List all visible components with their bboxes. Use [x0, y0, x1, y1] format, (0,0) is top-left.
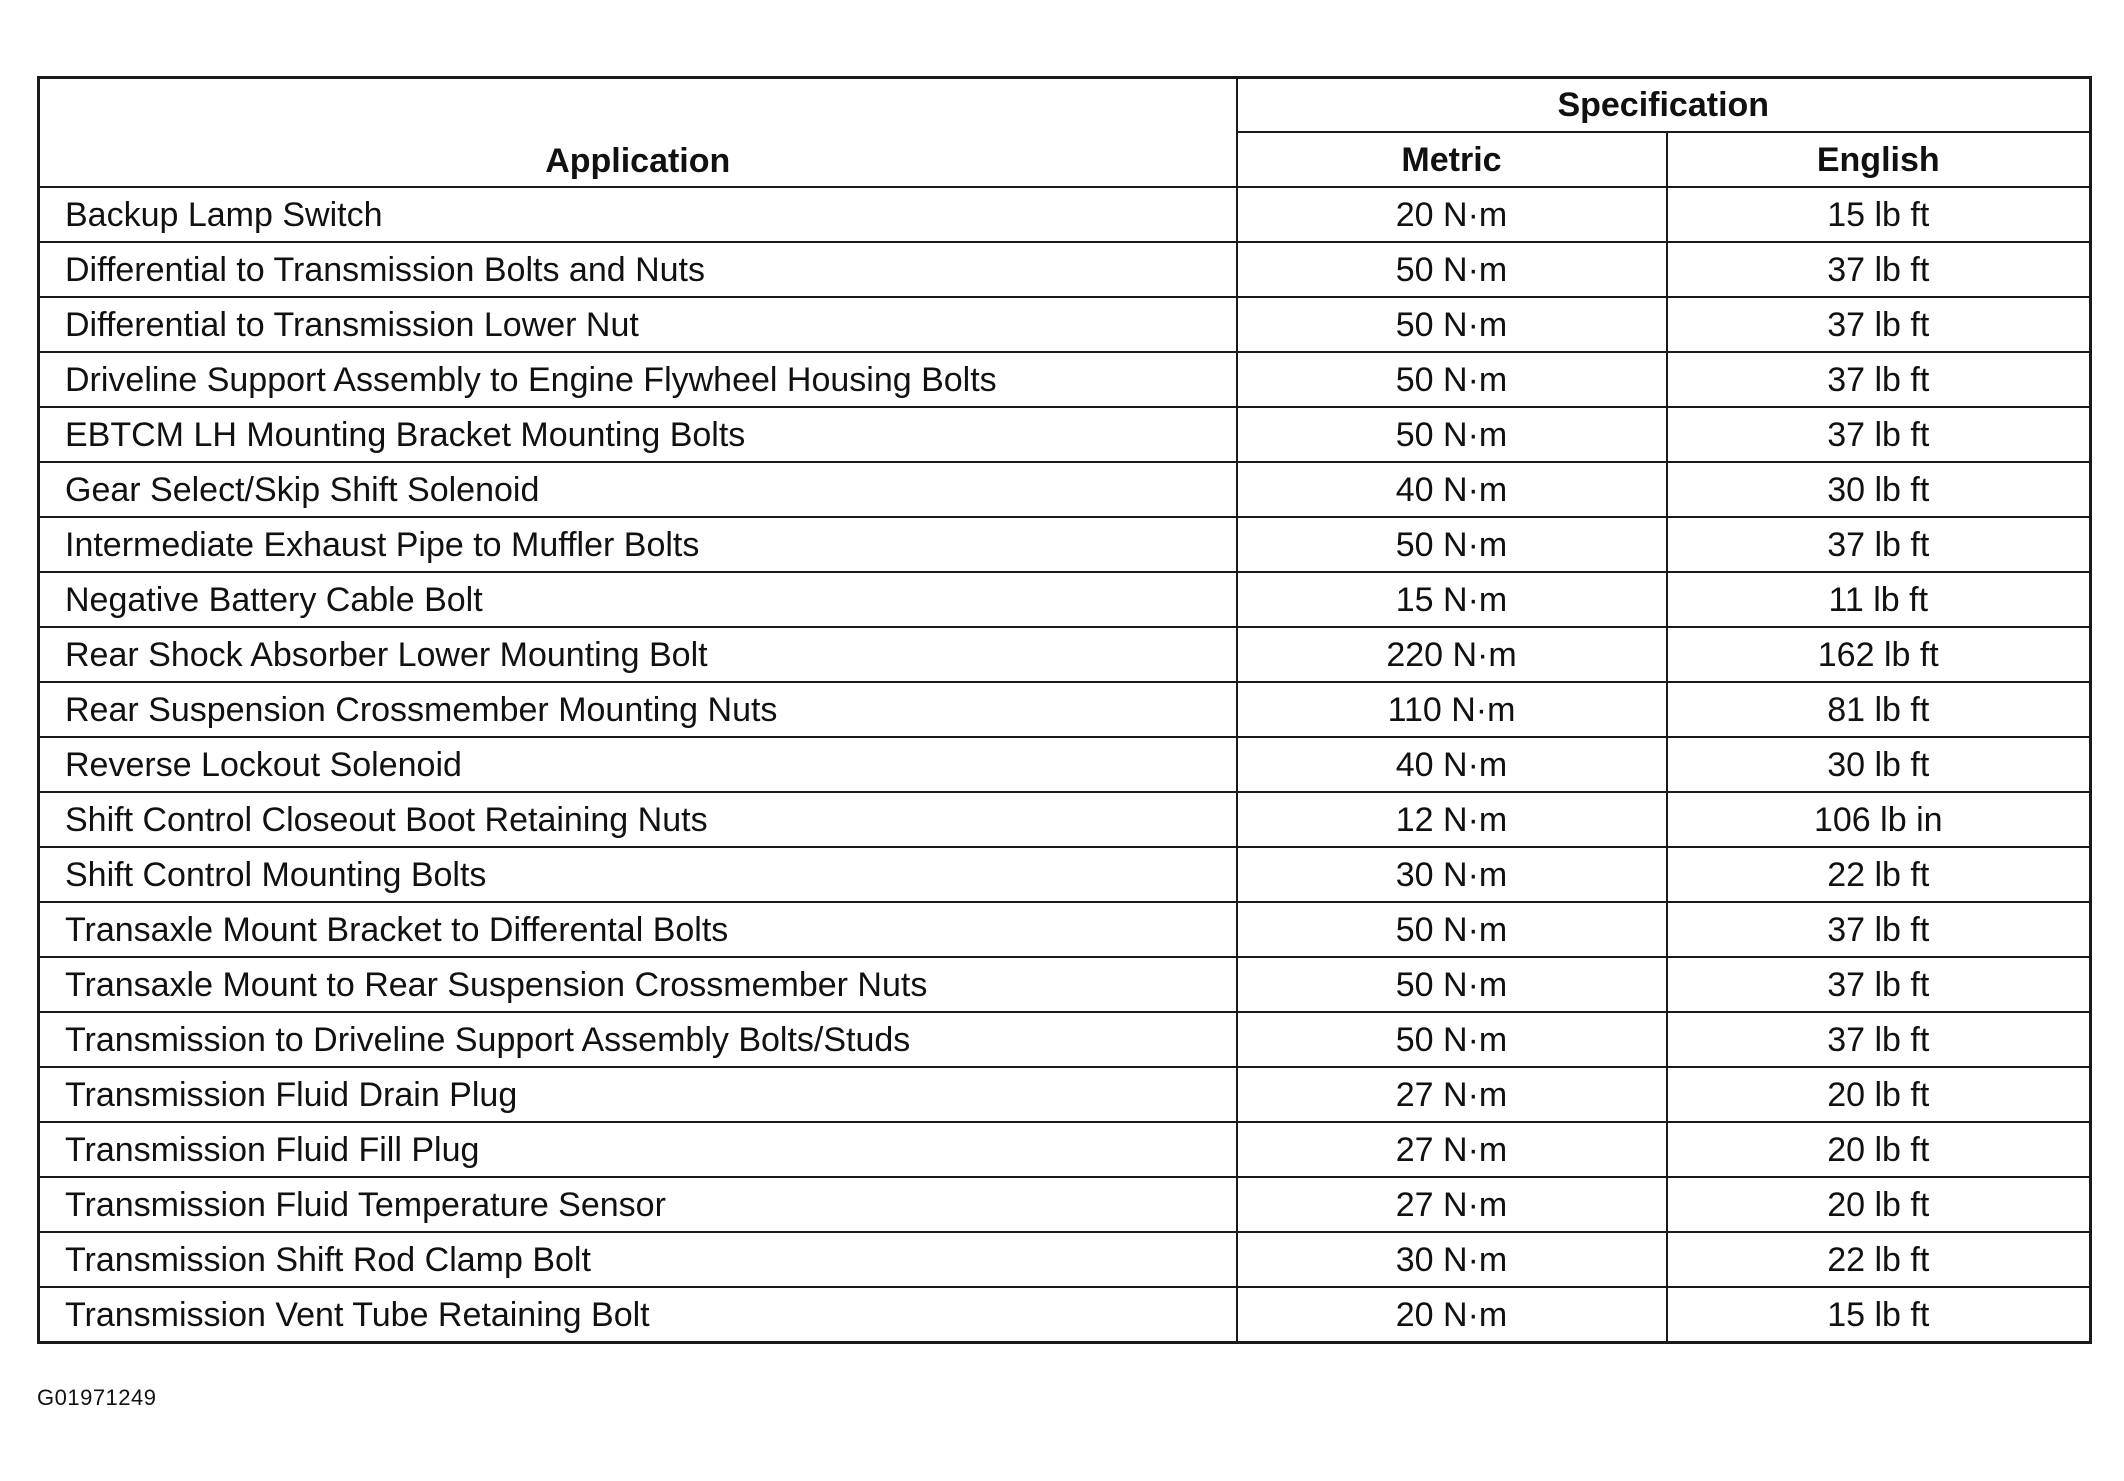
- application-cell: Transmission Shift Rod Clamp Bolt: [39, 1232, 1237, 1287]
- metric-cell: 50 N·m: [1237, 352, 1667, 407]
- english-cell: 11 lb ft: [1667, 572, 2091, 627]
- figure-id: G01971249: [37, 1385, 157, 1410]
- english-cell: 37 lb ft: [1667, 1012, 2091, 1067]
- table-row: [39, 242, 2091, 297]
- application-cell: Transmission to Driveline Support Assembly Bolts/Studs: [39, 1012, 1237, 1067]
- english-cell: 37 lb ft: [1667, 242, 2091, 297]
- english-cell: 20 lb ft: [1667, 1122, 2091, 1177]
- table-row: [39, 737, 2091, 792]
- application-cell: Intermediate Exhaust Pipe to Muffler Bolts: [39, 517, 1237, 572]
- application-cell: Rear Suspension Crossmember Mounting Nuts: [39, 682, 1237, 737]
- application-cell: EBTCM LH Mounting Bracket Mounting Bolts: [39, 407, 1237, 462]
- metric-cell: 50 N·m: [1237, 957, 1667, 1012]
- table-row: [39, 1122, 2091, 1177]
- english-cell: 20 lb ft: [1667, 1067, 2091, 1122]
- application-cell: Driveline Support Assembly to Engine Flywheel Housing Bolts: [39, 352, 1237, 407]
- table-row: [39, 902, 2091, 957]
- metric-cell: 40 N·m: [1237, 462, 1667, 517]
- application-cell: Differential to Transmission Bolts and Nuts: [39, 242, 1237, 297]
- english-cell: 81 lb ft: [1667, 682, 2091, 737]
- table-row: [39, 352, 2091, 407]
- application-cell: Transmission Fluid Temperature Sensor: [39, 1177, 1237, 1232]
- english-cell: 22 lb ft: [1667, 847, 2091, 902]
- application-cell: Negative Battery Cable Bolt: [39, 572, 1237, 627]
- metric-cell: 20 N·m: [1237, 187, 1667, 242]
- application-cell: Transaxle Mount Bracket to Differental Bolts: [39, 902, 1237, 957]
- table-row: [39, 462, 2091, 517]
- english-cell: 37 lb ft: [1667, 407, 2091, 462]
- header-row-top: [39, 78, 2091, 133]
- english-cell: 37 lb ft: [1667, 902, 2091, 957]
- table-row: [39, 1177, 2091, 1232]
- application-cell: Shift Control Closeout Boot Retaining Nuts: [39, 792, 1237, 847]
- specification-header: Specification: [1237, 78, 2091, 133]
- torque-spec-table: [37, 76, 2092, 1344]
- metric-cell: 30 N·m: [1237, 1232, 1667, 1287]
- english-cell: 20 lb ft: [1667, 1177, 2091, 1232]
- table-row: [39, 187, 2091, 242]
- metric-cell: 27 N·m: [1237, 1177, 1667, 1232]
- metric-cell: 220 N·m: [1237, 627, 1667, 682]
- metric-cell: 50 N·m: [1237, 517, 1667, 572]
- english-cell: 37 lb ft: [1667, 352, 2091, 407]
- english-cell: 162 lb ft: [1667, 627, 2091, 682]
- application-cell: Shift Control Mounting Bolts: [39, 847, 1237, 902]
- table-row: [39, 572, 2091, 627]
- table-row: [39, 627, 2091, 682]
- english-cell: 30 lb ft: [1667, 462, 2091, 517]
- metric-cell: 27 N·m: [1237, 1122, 1667, 1177]
- english-cell: 37 lb ft: [1667, 957, 2091, 1012]
- table-row: [39, 792, 2091, 847]
- application-cell: Transmission Fluid Drain Plug: [39, 1067, 1237, 1122]
- english-cell: 15 lb ft: [1667, 1287, 2091, 1343]
- english-cell: 37 lb ft: [1667, 517, 2091, 572]
- english-cell: 30 lb ft: [1667, 737, 2091, 792]
- metric-cell: 27 N·m: [1237, 1067, 1667, 1122]
- application-cell: Rear Shock Absorber Lower Mounting Bolt: [39, 627, 1237, 682]
- application-cell: Differential to Transmission Lower Nut: [39, 297, 1237, 352]
- table-row: [39, 682, 2091, 737]
- table-row: [39, 1287, 2091, 1343]
- metric-header: Metric: [1237, 132, 1667, 187]
- application-cell: Transmission Fluid Fill Plug: [39, 1122, 1237, 1177]
- metric-cell: 15 N·m: [1237, 572, 1667, 627]
- table-row: [39, 1012, 2091, 1067]
- english-header: English: [1667, 132, 2091, 187]
- application-cell: Transmission Vent Tube Retaining Bolt: [39, 1287, 1237, 1343]
- table-row: [39, 957, 2091, 1012]
- application-cell: Gear Select/Skip Shift Solenoid: [39, 462, 1237, 517]
- metric-cell: 30 N·m: [1237, 847, 1667, 902]
- metric-cell: 50 N·m: [1237, 242, 1667, 297]
- metric-cell: 20 N·m: [1237, 1287, 1667, 1343]
- metric-cell: 50 N·m: [1237, 407, 1667, 462]
- application-header: Application: [39, 78, 1237, 188]
- application-cell: Transaxle Mount to Rear Suspension Crossmember Nuts: [39, 957, 1237, 1012]
- metric-cell: 50 N·m: [1237, 297, 1667, 352]
- english-cell: 15 lb ft: [1667, 187, 2091, 242]
- metric-cell: 110 N·m: [1237, 682, 1667, 737]
- table-row: [39, 847, 2091, 902]
- metric-cell: 50 N·m: [1237, 902, 1667, 957]
- table-body: [39, 187, 2091, 1343]
- table-row: [39, 407, 2091, 462]
- english-cell: 22 lb ft: [1667, 1232, 2091, 1287]
- table-row: [39, 517, 2091, 572]
- english-cell: 37 lb ft: [1667, 297, 2091, 352]
- application-cell: Reverse Lockout Solenoid: [39, 737, 1237, 792]
- metric-cell: 50 N·m: [1237, 1012, 1667, 1067]
- table-row: [39, 297, 2091, 352]
- english-cell: 106 lb in: [1667, 792, 2091, 847]
- metric-cell: 12 N·m: [1237, 792, 1667, 847]
- application-cell: Backup Lamp Switch: [39, 187, 1237, 242]
- table-row: [39, 1232, 2091, 1287]
- metric-cell: 40 N·m: [1237, 737, 1667, 792]
- table-row: [39, 1067, 2091, 1122]
